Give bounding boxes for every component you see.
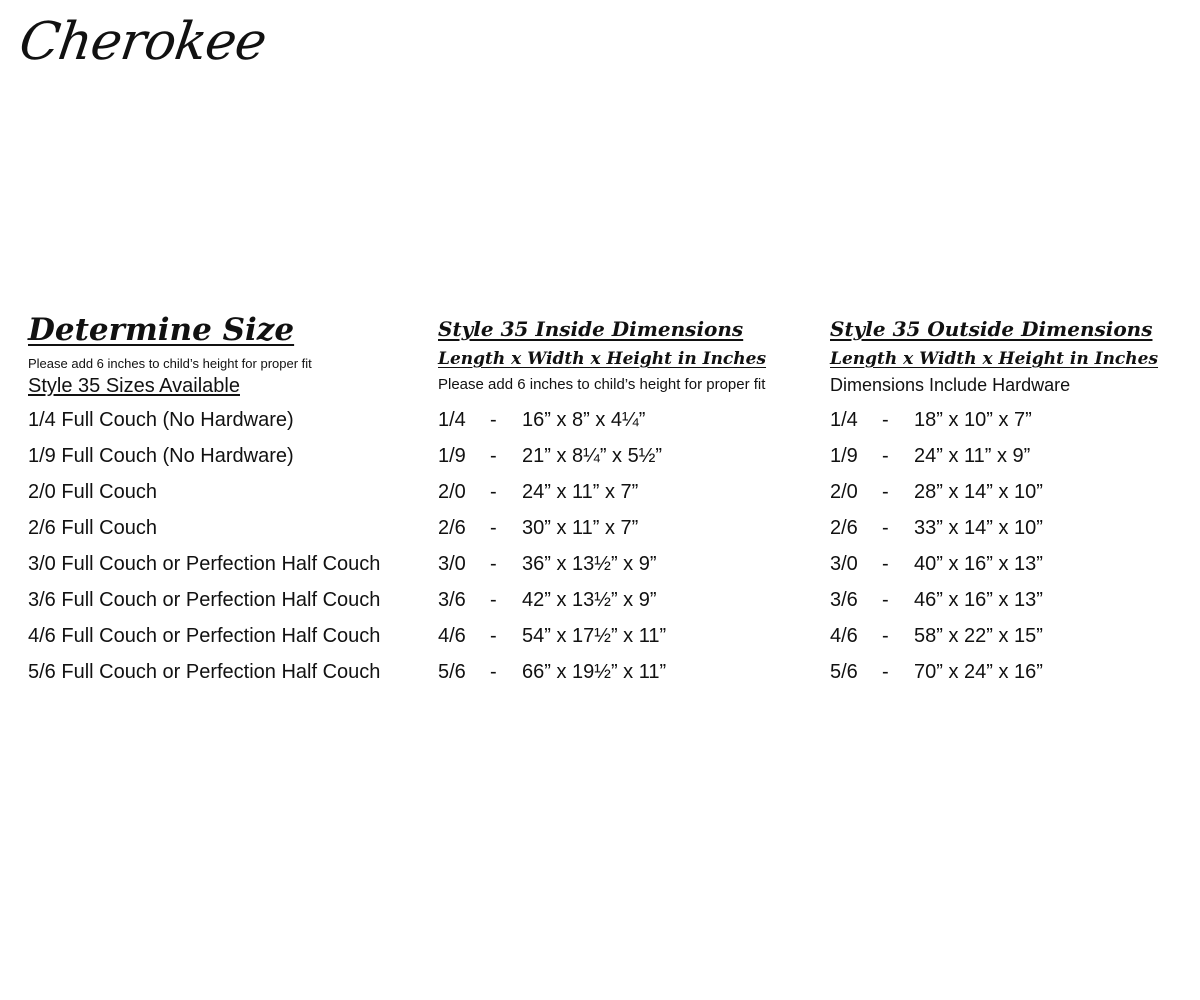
size-row: 1/4 Full Couch (No Hardware) [28,409,294,431]
separator-dash: - [490,517,497,539]
inside-dimension-row [438,402,666,438]
size-row: 3/0 Full Couch or Perfection Half Couch [28,553,381,575]
outside-dimensions-list [830,402,1043,690]
separator-dash: - [490,661,497,683]
size-row: 2/0 Full Couch [28,481,157,503]
outside-dimension-row [830,618,1043,654]
dimension-value: 28” x 14” x 10” [914,481,1043,503]
dimension-value: 70” x 24” x 16” [914,661,1043,683]
outside-dimensions-note: Dimensions Include Hardware [830,375,1071,395]
outside-dimensions-column [830,310,1190,398]
sizes-column [28,310,428,398]
dimension-value: 24” x 11” x 7” [522,481,639,503]
size-code: 1/9 [438,445,466,467]
outside-dimension-row [830,546,1043,582]
outside-dimension-row [830,474,1043,510]
separator-dash: - [882,589,889,611]
size-code: 4/6 [830,625,858,647]
size-row: 4/6 Full Couch or Perfection Half Couch [28,625,381,647]
outside-dimensions-subtitle: Length x Width x Height in Inches [830,349,1159,369]
dimension-value: 66” x 19½” x 11” [522,661,667,683]
separator-dash: - [490,589,497,611]
size-code: 3/6 [438,589,466,611]
sizes-available-subhead: Style 35 Sizes Available [28,375,240,397]
inside-dimensions-subtitle: Length x Width x Height in Inches [438,349,767,369]
inside-dimension-row [438,438,666,474]
inside-dimensions-title: Style 35 Inside Dimensions [438,317,744,341]
sizes-list [28,402,380,690]
size-code: 2/0 [830,481,858,503]
outside-dimension-row [830,510,1043,546]
size-code: 4/6 [438,625,466,647]
dimension-value: 21” x 8¼” x 5½” [522,445,663,467]
size-code: 3/6 [830,589,858,611]
inside-dimensions-note: Please add 6 inches to child’s height for proper fit [438,376,766,393]
inside-dimension-row [438,618,666,654]
size-code: 1/4 [438,409,466,431]
outside-dimension-row [830,438,1043,474]
size-code: 3/0 [438,553,466,575]
inside-dimensions-column [438,310,818,398]
separator-dash: - [490,625,497,647]
size-row: 5/6 Full Couch or Perfection Half Couch [28,661,381,683]
size-code: 5/6 [830,661,858,683]
size-code: 2/6 [830,517,858,539]
separator-dash: - [882,481,889,503]
dimension-value: 54” x 17½” x 11” [522,625,667,647]
separator-dash: - [882,517,889,539]
dimension-value: 36” x 13½” x 9” [522,553,657,575]
inside-dimension-row [438,582,666,618]
brand-logo: Cherokee [15,12,270,72]
inside-dimension-row [438,546,666,582]
separator-dash: - [490,553,497,575]
dimension-value: 18” x 10” x 7” [914,409,1032,431]
outside-dimension-row [830,654,1043,690]
size-code: 2/0 [438,481,466,503]
dimension-value: 33” x 14” x 10” [914,517,1043,539]
dimension-value: 40” x 16” x 13” [914,553,1043,575]
separator-dash: - [882,445,889,467]
separator-dash: - [882,625,889,647]
separator-dash: - [882,409,889,431]
size-code: 1/4 [830,409,858,431]
outside-dimension-row [830,582,1043,618]
separator-dash: - [490,409,497,431]
separator-dash: - [882,661,889,683]
size-code: 3/0 [830,553,858,575]
inside-dimension-row [438,474,666,510]
dimension-value: 30” x 11” x 7” [522,517,639,539]
inside-dimension-row [438,654,666,690]
dimension-value: 46” x 16” x 13” [914,589,1043,611]
size-code: 1/9 [830,445,858,467]
separator-dash: - [882,553,889,575]
separator-dash: - [490,481,497,503]
inside-dimension-row [438,510,666,546]
size-row: 2/6 Full Couch [28,517,157,539]
outside-dimension-row [830,402,1043,438]
dimension-value: 58” x 22” x 15” [914,625,1043,647]
dimension-value: 24” x 11” x 9” [914,445,1031,467]
sizes-fit-note: Please add 6 inches to child’s height for proper fit [28,356,312,371]
dimension-value: 42” x 13½” x 9” [522,589,657,611]
separator-dash: - [490,445,497,467]
size-code: 5/6 [438,661,466,683]
determine-size-title: Determine Size [28,312,295,348]
size-row: 3/6 Full Couch or Perfection Half Couch [28,589,381,611]
outside-dimensions-title: Style 35 Outside Dimensions [830,317,1153,341]
inside-dimensions-list [438,402,666,690]
size-row: 1/9 Full Couch (No Hardware) [28,445,294,467]
dimension-value: 16” x 8” x 4¼” [522,409,646,431]
size-code: 2/6 [438,517,466,539]
